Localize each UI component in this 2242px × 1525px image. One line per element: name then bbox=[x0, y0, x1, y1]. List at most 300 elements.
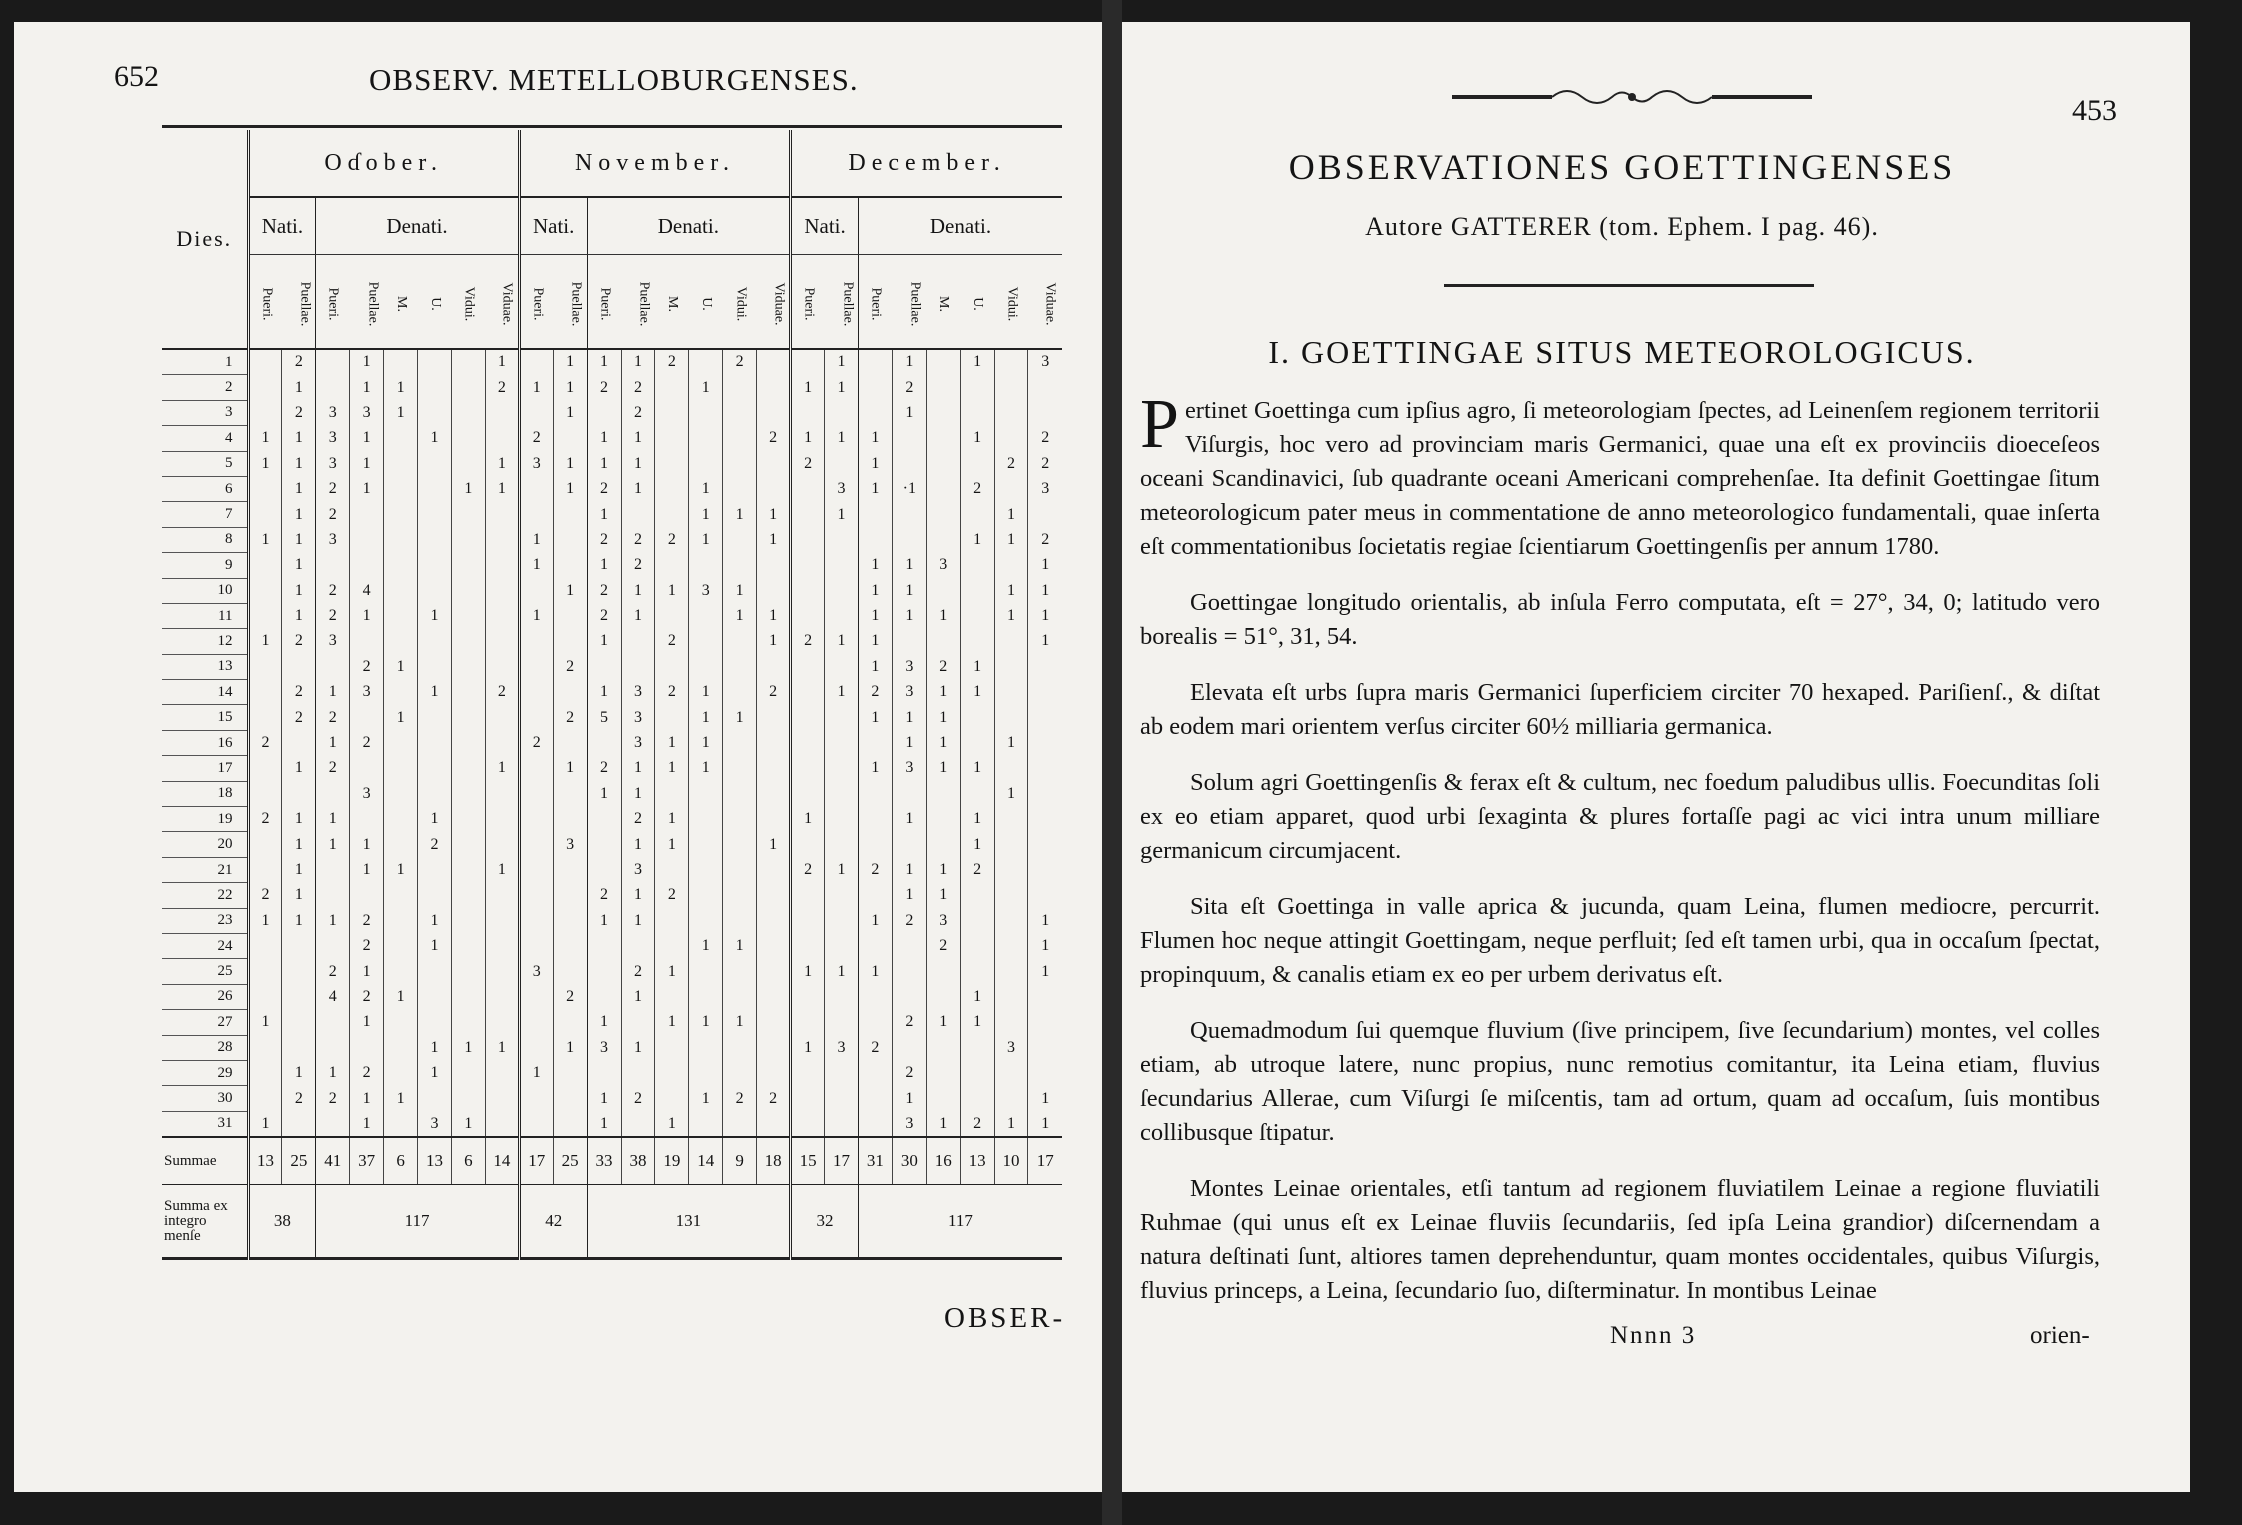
table-cell bbox=[418, 959, 452, 984]
table-cell bbox=[926, 451, 960, 476]
table-cell bbox=[994, 476, 1028, 501]
category-header bbox=[418, 255, 452, 350]
table-cell bbox=[248, 578, 282, 603]
day-number: 8 bbox=[162, 527, 248, 552]
day-number: 15 bbox=[162, 705, 248, 730]
table-cell bbox=[1028, 883, 1062, 908]
table-cell bbox=[689, 654, 723, 679]
subtitle: Autore GATTERER (tom. Ephem. I pag. 46). bbox=[1365, 212, 1879, 241]
day-number: 5 bbox=[162, 451, 248, 476]
table-cell bbox=[926, 807, 960, 832]
table-cell: 1 bbox=[621, 426, 655, 451]
table-cell bbox=[485, 984, 519, 1009]
table-cell: 1 bbox=[655, 756, 689, 781]
table-cell: 2 bbox=[655, 680, 689, 705]
table-cell bbox=[316, 781, 350, 806]
category-label: Puellae. bbox=[365, 281, 381, 326]
table-cell: 2 bbox=[892, 375, 926, 400]
header-rule bbox=[162, 125, 1062, 128]
table-cell: 2 bbox=[350, 984, 384, 1009]
table-cell: 1 bbox=[621, 756, 655, 781]
table-cell bbox=[384, 883, 418, 908]
table-row bbox=[162, 933, 1062, 958]
table-cell: 1 bbox=[587, 553, 621, 578]
table-cell bbox=[655, 1035, 689, 1060]
table-cell bbox=[418, 984, 452, 1009]
table-cell bbox=[994, 629, 1028, 654]
table-cell: 1 bbox=[587, 680, 621, 705]
table-cell bbox=[791, 705, 825, 730]
table-cell bbox=[892, 781, 926, 806]
day-number: 12 bbox=[162, 629, 248, 654]
table-cell bbox=[757, 730, 791, 755]
table-cell: 1 bbox=[791, 807, 825, 832]
table-cell bbox=[689, 1111, 723, 1137]
summae-cell: 15 bbox=[791, 1137, 825, 1185]
table-cell bbox=[825, 756, 859, 781]
table-cell bbox=[655, 984, 689, 1009]
table-cell bbox=[519, 1010, 553, 1035]
table-cell: 2 bbox=[723, 349, 757, 375]
totals-row bbox=[162, 1185, 1062, 1259]
table-cell bbox=[282, 781, 316, 806]
category-label: Viduae. bbox=[1042, 281, 1058, 326]
table-cell bbox=[418, 730, 452, 755]
table-cell bbox=[858, 1111, 892, 1137]
category-label: Puellae. bbox=[839, 281, 855, 326]
category-label: Puellae. bbox=[907, 281, 923, 326]
day-number: 10 bbox=[162, 578, 248, 603]
table-cell bbox=[451, 349, 485, 375]
table-row bbox=[162, 756, 1062, 781]
table-cell bbox=[858, 375, 892, 400]
table-cell bbox=[858, 400, 892, 425]
table-cell: 1 bbox=[350, 349, 384, 375]
table-cell: 2 bbox=[316, 1086, 350, 1111]
table-cell: 1 bbox=[282, 502, 316, 527]
table-cell bbox=[282, 1010, 316, 1035]
table-cell bbox=[723, 1035, 757, 1060]
table-cell bbox=[282, 984, 316, 1009]
table-cell bbox=[892, 629, 926, 654]
table-cell: 3 bbox=[553, 832, 587, 857]
table-cell bbox=[451, 527, 485, 552]
category-header bbox=[757, 255, 791, 350]
category-label: Puellae. bbox=[297, 281, 313, 326]
table-cell: 1 bbox=[485, 349, 519, 375]
table-cell: 1 bbox=[858, 553, 892, 578]
table-cell bbox=[791, 400, 825, 425]
table-cell bbox=[519, 1086, 553, 1111]
table-cell bbox=[350, 553, 384, 578]
table-cell bbox=[384, 502, 418, 527]
table-cell bbox=[553, 730, 587, 755]
table-cell bbox=[858, 933, 892, 958]
table-row bbox=[162, 1010, 1062, 1035]
category-label: U. bbox=[970, 296, 986, 311]
category-label: M. bbox=[393, 295, 409, 312]
table-cell: 1 bbox=[1028, 1111, 1062, 1137]
table-cell bbox=[384, 1111, 418, 1137]
table-cell: 1 bbox=[553, 400, 587, 425]
table-cell: 1 bbox=[587, 502, 621, 527]
table-cell: 1 bbox=[282, 756, 316, 781]
table-cell: 1 bbox=[418, 1035, 452, 1060]
category-header bbox=[451, 255, 485, 350]
table-cell: 3 bbox=[994, 1035, 1028, 1060]
table-cell bbox=[723, 730, 757, 755]
table-cell bbox=[994, 832, 1028, 857]
table-cell: 2 bbox=[791, 629, 825, 654]
table-cell bbox=[621, 1010, 655, 1035]
table-cell bbox=[519, 654, 553, 679]
table-cell: 1 bbox=[485, 1035, 519, 1060]
category-header bbox=[892, 255, 926, 350]
table-cell bbox=[926, 426, 960, 451]
totals-cell: 38 bbox=[248, 1185, 316, 1259]
category-header bbox=[384, 255, 418, 350]
table-cell bbox=[519, 832, 553, 857]
table-cell bbox=[384, 807, 418, 832]
day-number: 21 bbox=[162, 857, 248, 882]
table-cell bbox=[485, 426, 519, 451]
table-cell bbox=[248, 603, 282, 628]
table-cell bbox=[1028, 832, 1062, 857]
table-cell bbox=[350, 807, 384, 832]
summae-cell: 6 bbox=[451, 1137, 485, 1185]
category-header bbox=[350, 255, 384, 350]
table-cell bbox=[723, 426, 757, 451]
day-number: 22 bbox=[162, 883, 248, 908]
table-cell bbox=[519, 705, 553, 730]
table-cell: 1 bbox=[858, 603, 892, 628]
table-cell: 1 bbox=[1028, 1086, 1062, 1111]
table-cell bbox=[892, 984, 926, 1009]
table-cell bbox=[757, 578, 791, 603]
table-cell bbox=[519, 400, 553, 425]
table-cell: 1 bbox=[587, 908, 621, 933]
category-header bbox=[587, 255, 621, 350]
table-cell bbox=[519, 476, 553, 501]
table-cell: 1 bbox=[485, 756, 519, 781]
table-row bbox=[162, 476, 1062, 501]
table-cell bbox=[960, 553, 994, 578]
table-cell bbox=[926, 984, 960, 1009]
table-cell bbox=[282, 1111, 316, 1137]
table-cell bbox=[723, 1060, 757, 1085]
table-cell: 2 bbox=[858, 857, 892, 882]
table-cell: 2 bbox=[1028, 426, 1062, 451]
table-cell bbox=[621, 502, 655, 527]
table-cell bbox=[451, 730, 485, 755]
day-number: 31 bbox=[162, 1111, 248, 1137]
table-cell: 1 bbox=[892, 553, 926, 578]
totals-cell: 117 bbox=[316, 1185, 519, 1259]
table-cell: 1 bbox=[960, 807, 994, 832]
table-cell: 3 bbox=[1028, 476, 1062, 501]
table-cell bbox=[825, 705, 859, 730]
table-cell: 1 bbox=[892, 1086, 926, 1111]
table-cell: 2 bbox=[282, 400, 316, 425]
table-cell bbox=[519, 984, 553, 1009]
table-cell bbox=[757, 857, 791, 882]
table-cell bbox=[689, 1035, 723, 1060]
table-cell: 3 bbox=[316, 527, 350, 552]
table-cell: 1 bbox=[825, 502, 859, 527]
table-cell bbox=[926, 1035, 960, 1060]
category-label: Viduae. bbox=[499, 281, 515, 326]
table-cell: 1 bbox=[451, 1111, 485, 1137]
table-cell: 3 bbox=[350, 400, 384, 425]
table-cell bbox=[960, 502, 994, 527]
table-cell bbox=[248, 1086, 282, 1111]
summae-cell: 30 bbox=[892, 1137, 926, 1185]
table-cell bbox=[757, 1111, 791, 1137]
table-cell bbox=[892, 527, 926, 552]
day-number: 7 bbox=[162, 502, 248, 527]
table-cell bbox=[994, 883, 1028, 908]
table-cell: 1 bbox=[587, 349, 621, 375]
table-cell: 1 bbox=[384, 1086, 418, 1111]
table-cell: 1 bbox=[858, 654, 892, 679]
table-cell bbox=[248, 553, 282, 578]
table-cell bbox=[248, 400, 282, 425]
table-cell: 1 bbox=[655, 1010, 689, 1035]
summae-cell: 14 bbox=[689, 1137, 723, 1185]
table-cell: 1 bbox=[689, 375, 723, 400]
table-cell bbox=[791, 527, 825, 552]
table-cell: 1 bbox=[553, 578, 587, 603]
table-cell bbox=[451, 629, 485, 654]
table-cell: 1 bbox=[282, 908, 316, 933]
summae-cell: 17 bbox=[825, 1137, 859, 1185]
table-cell bbox=[418, 375, 452, 400]
table-cell bbox=[994, 705, 1028, 730]
table-cell bbox=[384, 629, 418, 654]
table-cell bbox=[825, 1086, 859, 1111]
totals-cell: 131 bbox=[587, 1185, 791, 1259]
table-cell bbox=[689, 959, 723, 984]
table-cell bbox=[757, 705, 791, 730]
table-cell: 1 bbox=[825, 629, 859, 654]
table-row bbox=[162, 603, 1062, 628]
table-cell bbox=[892, 959, 926, 984]
dropcap: P bbox=[1140, 386, 1179, 463]
table-row bbox=[162, 984, 1062, 1009]
day-number: 13 bbox=[162, 654, 248, 679]
summae-cell: 9 bbox=[723, 1137, 757, 1185]
table-cell: 2 bbox=[960, 857, 994, 882]
table-cell bbox=[553, 1111, 587, 1137]
table-cell bbox=[757, 984, 791, 1009]
table-row bbox=[162, 857, 1062, 882]
category-header bbox=[655, 255, 689, 350]
table-row bbox=[162, 1035, 1062, 1060]
table-cell bbox=[621, 1060, 655, 1085]
table-cell bbox=[825, 832, 859, 857]
table-cell bbox=[926, 781, 960, 806]
table-cell: 2 bbox=[621, 959, 655, 984]
table-cell: 2 bbox=[587, 375, 621, 400]
table-cell bbox=[791, 832, 825, 857]
day-number: 24 bbox=[162, 933, 248, 958]
table-cell bbox=[994, 756, 1028, 781]
table-cell bbox=[553, 527, 587, 552]
table-cell bbox=[960, 781, 994, 806]
table-row bbox=[162, 730, 1062, 755]
table-cell bbox=[451, 1010, 485, 1035]
day-number: 27 bbox=[162, 1010, 248, 1035]
table-cell: 2 bbox=[587, 883, 621, 908]
table-cell bbox=[689, 400, 723, 425]
table-cell: 1 bbox=[723, 603, 757, 628]
table-cell bbox=[960, 959, 994, 984]
table-row bbox=[162, 451, 1062, 476]
table-cell bbox=[926, 1086, 960, 1111]
day-number: 6 bbox=[162, 476, 248, 501]
table-cell: 2 bbox=[553, 654, 587, 679]
category-header bbox=[723, 255, 757, 350]
table-cell bbox=[316, 349, 350, 375]
table-cell: 2 bbox=[892, 1010, 926, 1035]
table-row bbox=[162, 375, 1062, 400]
table-cell bbox=[757, 375, 791, 400]
table-cell: 3 bbox=[418, 1111, 452, 1137]
table-cell bbox=[553, 857, 587, 882]
table-row bbox=[162, 832, 1062, 857]
table-cell: 1 bbox=[960, 984, 994, 1009]
table-cell bbox=[926, 476, 960, 501]
table-cell bbox=[689, 781, 723, 806]
table-cell bbox=[960, 705, 994, 730]
summae-cell: 10 bbox=[994, 1137, 1028, 1185]
table-row bbox=[162, 502, 1062, 527]
table-cell bbox=[926, 1060, 960, 1085]
table-cell bbox=[723, 451, 757, 476]
table-cell bbox=[926, 629, 960, 654]
category-label: Viduae. bbox=[771, 281, 787, 326]
table-cell bbox=[723, 908, 757, 933]
table-cell: 2 bbox=[655, 349, 689, 375]
table-cell: 1 bbox=[282, 578, 316, 603]
table-cell bbox=[858, 984, 892, 1009]
table-cell: 3 bbox=[926, 553, 960, 578]
table-cell bbox=[926, 578, 960, 603]
summae-cell: 13 bbox=[248, 1137, 282, 1185]
table-cell: 1 bbox=[1028, 603, 1062, 628]
category-label: Pueri. bbox=[801, 286, 817, 321]
day-number: 3 bbox=[162, 400, 248, 425]
day-number: 11 bbox=[162, 603, 248, 628]
table-cell: 1 bbox=[960, 527, 994, 552]
summae-cell: 37 bbox=[350, 1137, 384, 1185]
table-cell: 1 bbox=[519, 375, 553, 400]
table-cell bbox=[248, 705, 282, 730]
table-cell bbox=[384, 603, 418, 628]
table-cell bbox=[451, 883, 485, 908]
table-cell: 2 bbox=[316, 603, 350, 628]
table-cell bbox=[418, 1086, 452, 1111]
table-row bbox=[162, 426, 1062, 451]
table-cell: 3 bbox=[926, 908, 960, 933]
table-cell bbox=[892, 1035, 926, 1060]
category-label: Pueri. bbox=[597, 286, 613, 321]
table-cell: 1 bbox=[350, 1086, 384, 1111]
table-cell: 1 bbox=[926, 603, 960, 628]
day-number: 17 bbox=[162, 756, 248, 781]
table-cell: 1 bbox=[553, 476, 587, 501]
day-number: 20 bbox=[162, 832, 248, 857]
dies-header: Dies. bbox=[162, 130, 248, 349]
table-cell bbox=[553, 1010, 587, 1035]
table-row bbox=[162, 705, 1062, 730]
table-cell: 1 bbox=[248, 1010, 282, 1035]
table-cell bbox=[689, 807, 723, 832]
table-cell: 1 bbox=[825, 426, 859, 451]
table-cell bbox=[384, 476, 418, 501]
table-cell: 2 bbox=[621, 807, 655, 832]
table-cell bbox=[248, 375, 282, 400]
table-cell: 1 bbox=[655, 578, 689, 603]
table-cell: 1 bbox=[316, 908, 350, 933]
table-cell bbox=[1028, 502, 1062, 527]
table-cell bbox=[485, 527, 519, 552]
day-number: 14 bbox=[162, 680, 248, 705]
table-cell: 1 bbox=[485, 451, 519, 476]
table-cell bbox=[248, 832, 282, 857]
table-cell: 2 bbox=[621, 1086, 655, 1111]
table-cell bbox=[757, 908, 791, 933]
table-cell bbox=[485, 400, 519, 425]
table-cell bbox=[316, 654, 350, 679]
table-row bbox=[162, 883, 1062, 908]
table-cell: 1 bbox=[553, 451, 587, 476]
table-cell bbox=[858, 1010, 892, 1035]
table-cell bbox=[689, 1060, 723, 1085]
table-cell bbox=[994, 933, 1028, 958]
table-cell: 2 bbox=[960, 1111, 994, 1137]
table-cell: 1 bbox=[553, 1035, 587, 1060]
table-cell bbox=[451, 984, 485, 1009]
table-cell: 1 bbox=[621, 908, 655, 933]
summae-cell: 18 bbox=[757, 1137, 791, 1185]
table-cell bbox=[587, 400, 621, 425]
table-cell bbox=[451, 908, 485, 933]
table-cell bbox=[418, 553, 452, 578]
table-cell: 2 bbox=[655, 883, 689, 908]
table-cell bbox=[519, 578, 553, 603]
table-cell: 1 bbox=[248, 629, 282, 654]
table-cell: 1 bbox=[757, 527, 791, 552]
table-cell: 1 bbox=[655, 807, 689, 832]
summae-cell: 19 bbox=[655, 1137, 689, 1185]
table-row bbox=[162, 1060, 1062, 1085]
denati-header: Denati. bbox=[858, 197, 1062, 255]
table-cell: 1 bbox=[926, 1010, 960, 1035]
table-cell bbox=[689, 603, 723, 628]
table-cell: 1 bbox=[960, 832, 994, 857]
category-header bbox=[316, 255, 350, 350]
table-cell bbox=[553, 908, 587, 933]
table-cell: 2 bbox=[892, 908, 926, 933]
month-header: December. bbox=[791, 130, 1062, 197]
table-cell bbox=[519, 349, 553, 375]
summae-cell: 31 bbox=[858, 1137, 892, 1185]
table-row bbox=[162, 527, 1062, 552]
table-cell bbox=[994, 1060, 1028, 1085]
table-cell: 1 bbox=[994, 1111, 1028, 1137]
table-row bbox=[162, 629, 1062, 654]
